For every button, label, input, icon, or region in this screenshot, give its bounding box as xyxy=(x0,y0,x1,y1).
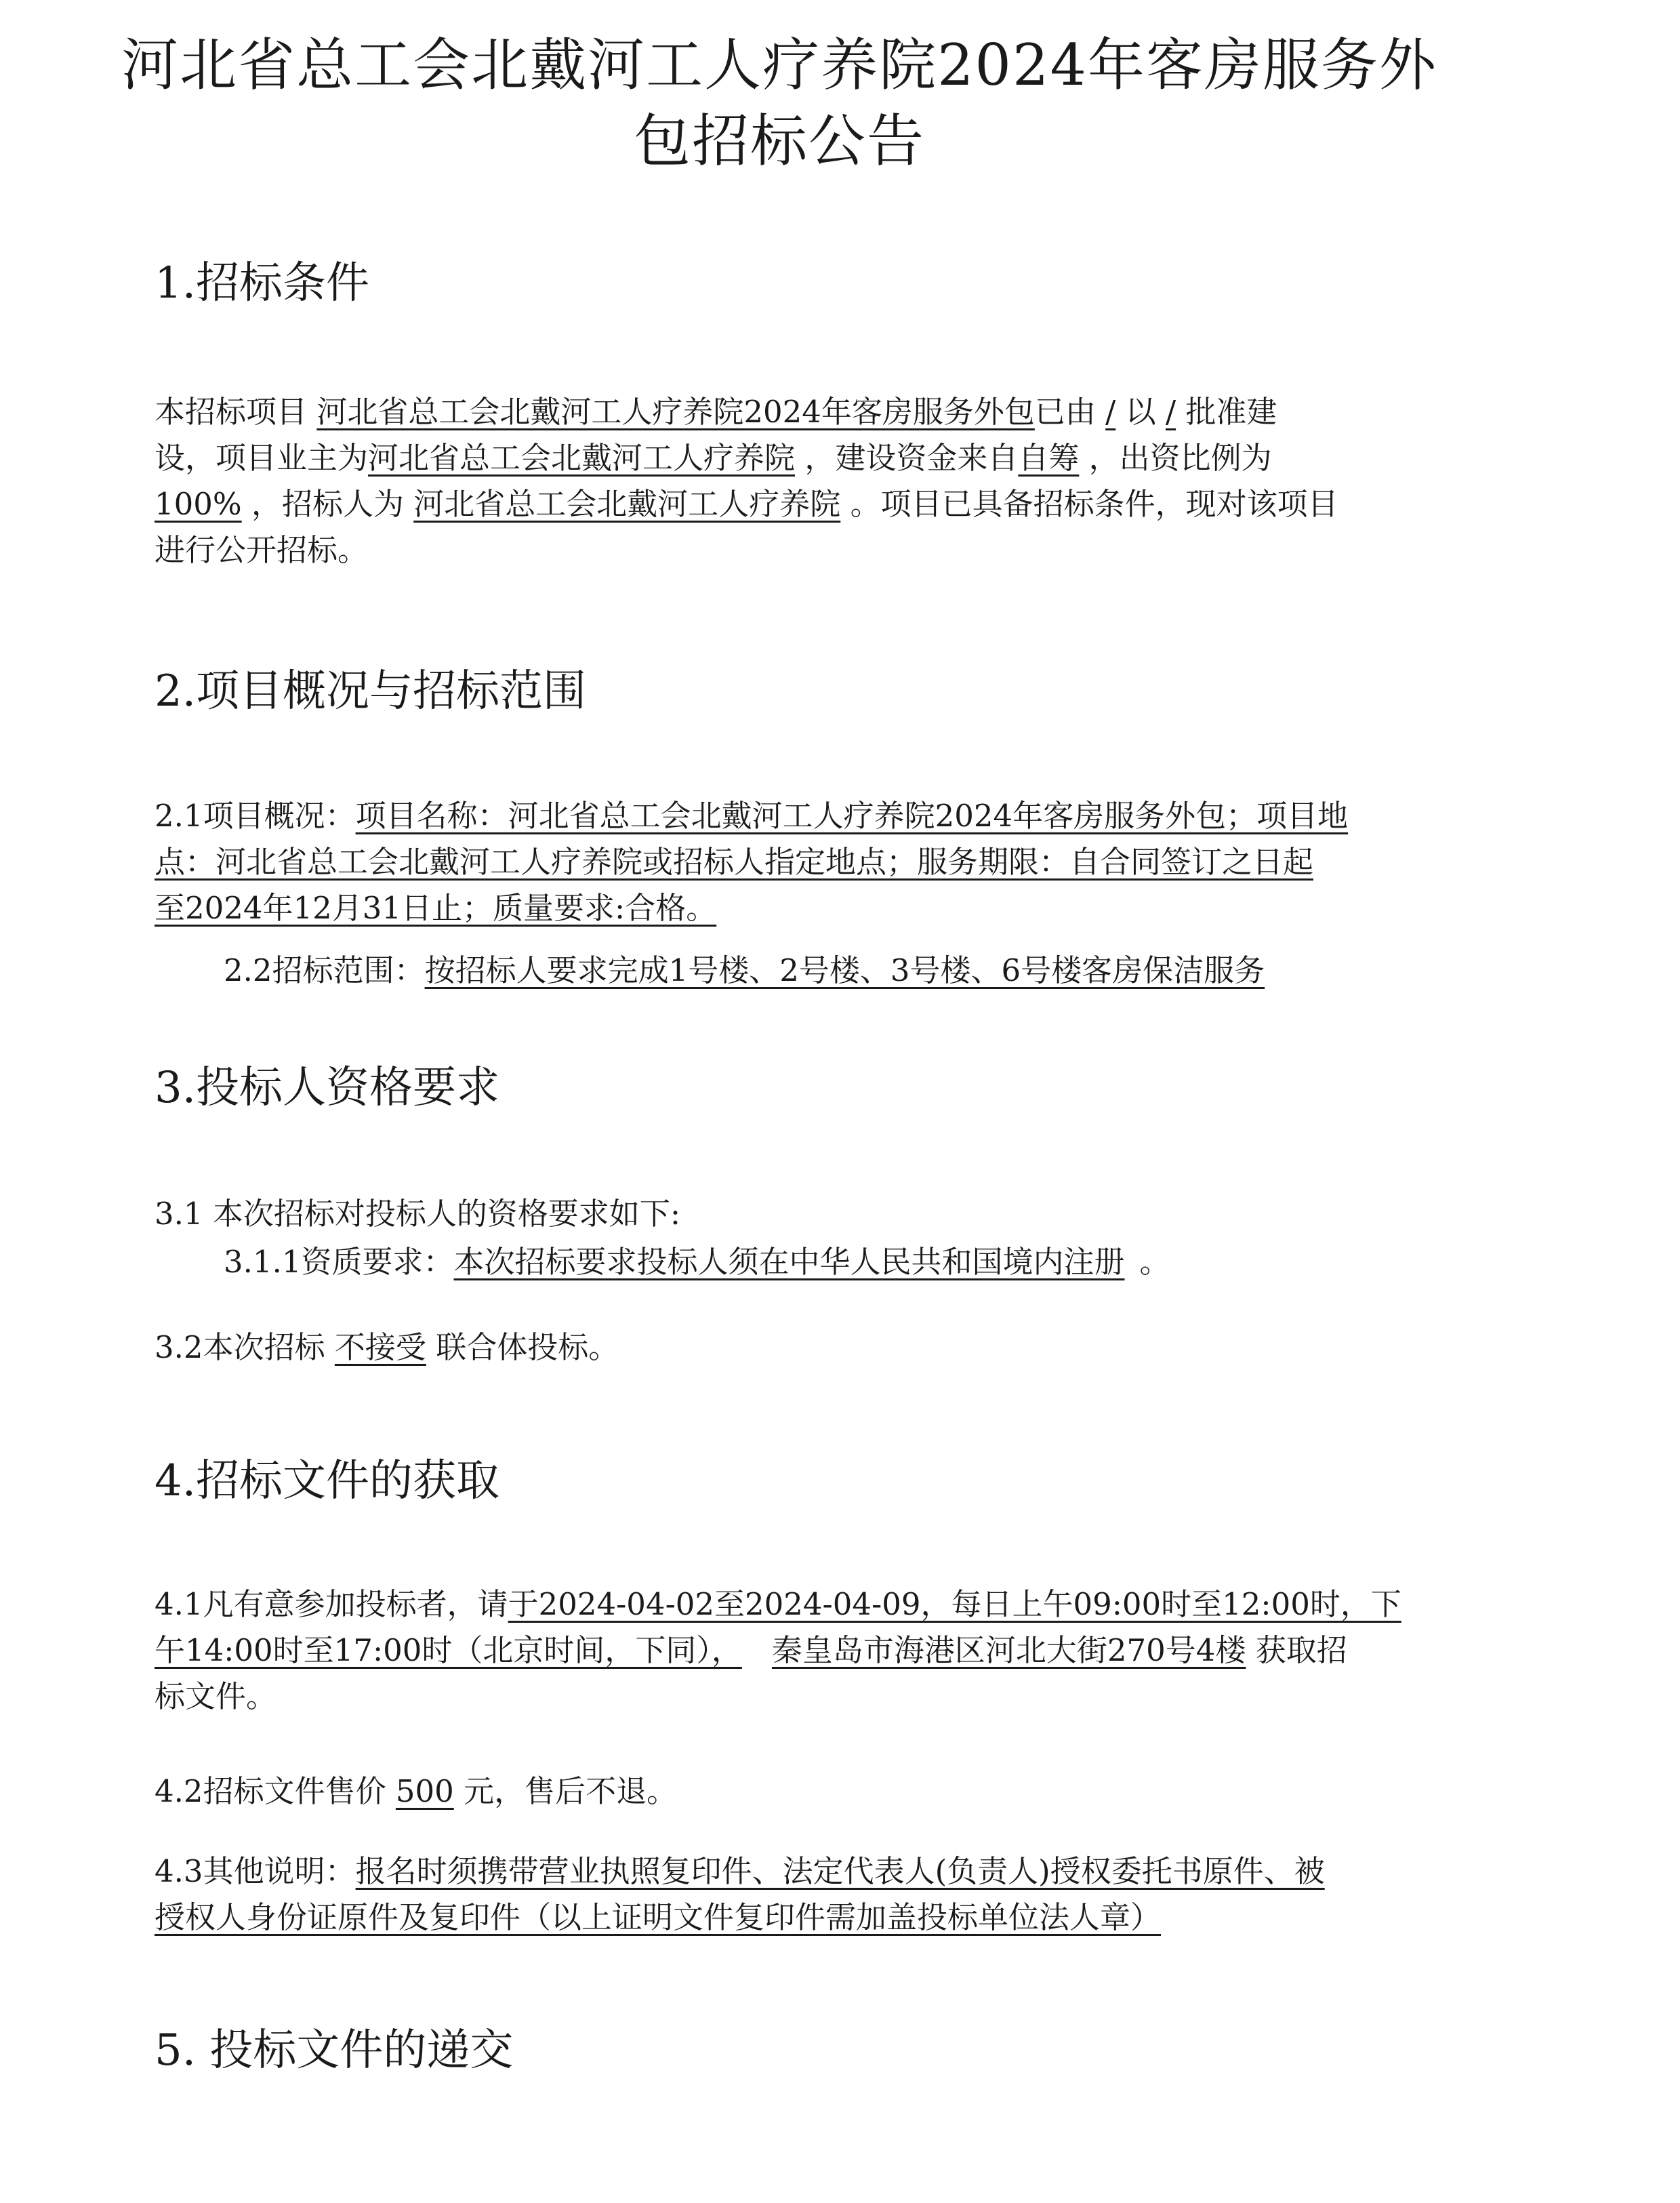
section-1-paragraph xyxy=(155,389,1456,573)
tenderer-field: 河北省总工会北戴河工人疗养院 xyxy=(413,486,841,522)
section-2-2-paragraph xyxy=(224,948,1525,994)
tender-scope-text: 按招标人要求完成1号楼、2号楼、3号楼、6号楼客房保洁服务 xyxy=(424,952,1265,988)
s4-1-line-2 xyxy=(155,1628,1456,1674)
section-1-heading: 1.招标条件 xyxy=(155,258,370,308)
s1-text: 批准建 xyxy=(1176,394,1277,430)
s2-1-line-3 xyxy=(155,885,1456,931)
s3-1-1-label: 3.1.1资质要求： xyxy=(224,1244,454,1280)
s4-3-line-2 xyxy=(155,1895,1456,1941)
s4-text: 获取招 xyxy=(1246,1632,1347,1668)
document-price-field: 500 xyxy=(395,1773,454,1809)
s1-text: ，招标人为 xyxy=(241,486,414,522)
other-notes-text-2 xyxy=(155,1899,1176,1935)
s4-1-line-3: 标文件。 xyxy=(155,1678,277,1714)
s4-3-label: 4.3其他说明： xyxy=(155,1853,356,1889)
s1-text: 本招标项目 xyxy=(155,394,317,430)
s4-2-line xyxy=(155,1769,1456,1815)
section-2-heading: 2.项目概况与招标范围 xyxy=(155,666,587,716)
s1-text: ，建设资金来自 xyxy=(795,440,1019,476)
project-owner-field: 河北省总工会北戴河工人疗养院 xyxy=(368,440,796,476)
s1-line-3 xyxy=(155,481,1456,527)
s2-1-line-1 xyxy=(155,793,1456,839)
s3-text: 。 xyxy=(1139,1244,1170,1280)
s4-1-paragraph xyxy=(155,1581,1456,1720)
s1-text: ，出资比例为 xyxy=(1079,440,1272,476)
section-4-heading: 4.招标文件的获取 xyxy=(155,1456,500,1506)
s1-line-2 xyxy=(155,435,1456,481)
s3-2-label: 3.2本次招标 xyxy=(155,1329,335,1365)
funding-source-field: 自筹 xyxy=(1018,440,1080,476)
acquisition-time-text-2: 午14:00时至17:00时（北京时间，下同）， xyxy=(155,1632,742,1668)
project-overview-text: 项目名称：河北省总工会北戴河工人疗养院2024年客房服务外包；项目地 xyxy=(355,798,1349,834)
s4-1-line-1 xyxy=(155,1581,1456,1628)
s4-2-label: 4.2招标文件售价 xyxy=(155,1773,396,1809)
project-overview-text-2: 点：河北省总工会北戴河工人疗养院或招标人指定地点；服务期限：自合同签订之日起 xyxy=(155,844,1314,880)
s4-1-label: 4.1凡有意参加投标者，请 xyxy=(155,1586,508,1622)
s1-text: 。项目已具备招标条件，现对该项目 xyxy=(840,486,1338,522)
s3-text: 联合体投标。 xyxy=(426,1329,619,1365)
s4-text: 元，售后不退。 xyxy=(453,1773,678,1809)
s3-1-1-line xyxy=(224,1239,1525,1285)
approval-document-field: / xyxy=(1165,394,1176,430)
approval-authority-field: / xyxy=(1105,394,1116,430)
s4-3-line-1 xyxy=(155,1848,1456,1895)
s2-1-label: 2.1项目概况： xyxy=(155,798,356,834)
s1-text: 以 xyxy=(1115,394,1166,430)
s4-3-paragraph xyxy=(155,1848,1456,1941)
s3-1-line: 3.1 本次招标对投标人的资格要求如下: xyxy=(155,1196,681,1232)
acquisition-location-text: 秦皇岛市海港区河北大街270号4楼 xyxy=(771,1632,1246,1668)
s1-line-1 xyxy=(155,389,1456,435)
acquisition-time-text: 于2024-04-02至2024-04-09，每日上午09:00时至12:00时，下 xyxy=(508,1586,1401,1622)
s1-text: 设，项目业主为 xyxy=(155,440,369,476)
joint-bid-field: 不接受 xyxy=(334,1329,426,1365)
section-3-heading: 3.投标人资格要求 xyxy=(155,1063,500,1113)
s1-text: 已由 xyxy=(1034,394,1106,430)
s1-line-4: 进行公开招标。 xyxy=(155,532,369,568)
section-2-1-paragraph xyxy=(155,793,1456,931)
s3-2-line xyxy=(155,1325,1456,1371)
title-line-1: 河北省总工会北戴河工人疗养院2024年客房服务外 xyxy=(121,32,1437,98)
document-title xyxy=(81,27,1477,179)
s2-2-label: 2.2招标范围： xyxy=(224,952,425,988)
title-line-2: 包招标公告 xyxy=(633,108,925,174)
project-name-field: 河北省总工会北戴河工人疗养院2024年客房服务外包 xyxy=(316,394,1035,430)
other-notes-value: 授权人身份证原件及复印件（以上证明文件复印件需加盖投标单位法人章） xyxy=(155,1899,1162,1935)
section-5-heading: 5. 投标文件的递交 xyxy=(155,2025,514,2076)
project-overview-text-3: 至2024年12月31日止；质量要求:合格。 xyxy=(155,890,717,926)
other-notes-text: 报名时须携带营业执照复印件、法定代表人(负责人)授权委托书原件、被 xyxy=(355,1853,1325,1889)
qualification-value: 本次招标要求投标人须在中华人民共和国境内注册 xyxy=(453,1244,1125,1280)
qualification-text xyxy=(454,1244,1140,1280)
funding-ratio-field: 100% xyxy=(155,486,242,522)
